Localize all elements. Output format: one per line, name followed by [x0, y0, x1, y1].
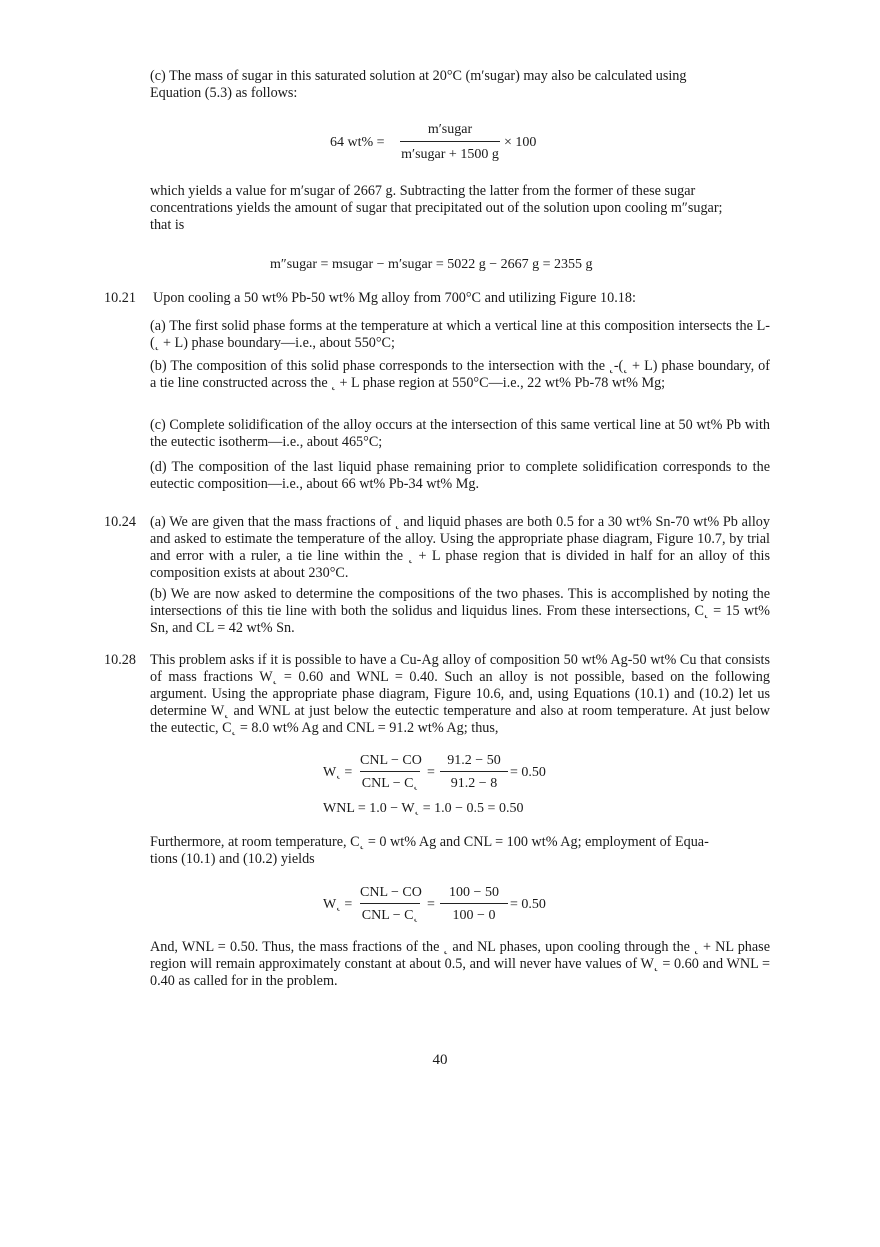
part-c-result-line3: that is	[150, 217, 185, 233]
fraction-bar	[400, 141, 500, 142]
eq3-den2: 100 − 0	[452, 908, 496, 923]
eq3-lhs: W˛ =	[323, 897, 353, 912]
eq3-equals: =	[427, 897, 435, 912]
eq1-bar2	[440, 771, 508, 772]
problem-10-21-part-d: (d) The composition of the last liquid phase remaining prior to complete solidification corresponds to the eutectic composition—i.e., about 66 wt% Pb-34 wt% Mg.	[150, 459, 770, 492]
problem-10-24-part-b: (b) We are now asked to determine the compositions of the two phases. This is accomplished by noting the intersections of this tie line with both the solidus and liquidus lines. From these intersections, C˛ = 15 wt% Sn, and CL = 42 wt% Sn.	[150, 586, 770, 636]
problem-10-24-part-a: (a) We are given that the mass fractions of ˛ and liquid phases are both 0.5 for a 30 wt% Sn-70 wt% Pb alloy and asked to estimate the temperature of the alloy. Using the appropriate phase diagram, Figure 10.7, by trial and error with a ruler, a tie line within the ˛ + L phase region that is divided in half for an alloy of this composition exists at about 230°C.	[150, 514, 770, 581]
part-c-result	[150, 183, 770, 234]
equation-w-nl: WNL = 1.0 − W˛ = 1.0 − 0.5 = 0.50	[323, 801, 524, 816]
problem-10-21-part-b: (b) The composition of this solid phase corresponds to the intersection with the ˛-(˛ + L) phase boundary, of a tie line constructed across the ˛ + L phase region at 550°C—i.e., 22 wt% Pb-78 wt% Mg;	[150, 358, 770, 391]
problem-10-21-part-c: (c) Complete solidification of the alloy occurs at the intersection of this same vertical line at 50 wt% Pb with the eutectic isotherm—i.e., about 465°C;	[150, 417, 770, 450]
problem-number-10-21: 10.21	[104, 290, 136, 306]
page-number: 40	[432, 1052, 448, 1068]
eq1-equals: =	[427, 765, 435, 780]
eq3-num1: CNL − CO	[360, 885, 422, 900]
eq1-result: = 0.50	[510, 765, 546, 780]
part-c-intro-line2: Equation (5.3) as follows:	[150, 85, 298, 101]
problem-number-10-24: 10.24	[104, 514, 136, 530]
problem-number-10-28: 10.28	[104, 652, 136, 668]
part-c-result-line2: concentrations yields the amount of sugar that precipitated out of the solution upon cooling m″sugar;	[150, 200, 723, 216]
equation-times-100: × 100	[504, 135, 537, 150]
part-c-intro-line1: (c) The mass of sugar in this saturated solution at 20°C (m′sugar) may also be calculated using	[150, 68, 687, 84]
problem-10-21-intro: Upon cooling a 50 wt% Pb-50 wt% Mg alloy from 700°C and utilizing Figure 10.18:	[153, 290, 636, 306]
eq3-result: = 0.50	[510, 897, 546, 912]
eq3-bar1	[360, 903, 420, 904]
middle-line1: Furthermore, at room temperature, C˛ = 0 wt% Ag and CNL = 100 wt% Ag; employment of Equa-	[150, 834, 709, 850]
eq1-num1: CNL − CO	[360, 753, 422, 768]
eq3-num2: 100 − 50	[449, 885, 499, 900]
eq1-num2: 91.2 − 50	[447, 753, 501, 768]
equation-sugar-difference: m″sugar = msugar − m′sugar = 5022 g − 2667 g = 2355 g	[270, 257, 593, 272]
equation-lhs: 64 wt% =	[330, 135, 385, 150]
part-c-result-line1: which yields a value for m′sugar of 2667 g. Subtracting the latter from the former of these sugar	[150, 183, 696, 199]
problem-10-28-middle	[150, 834, 770, 868]
eq3-bar2	[440, 903, 508, 904]
eq1-lhs: W˛ =	[323, 765, 353, 780]
problem-10-28-intro: This problem asks if it is possible to have a Cu-Ag alloy of composition 50 wt% Ag-50 wt% Cu that consists of mass fractions W˛ = 0.60 and WNL = 0.40. Such an alloy is not possible, based on the following argument. Using the appropriate phase diagram, Figure 10.6, and, using Equations (10.1) and (10.2) let us determine W˛ and WNL at just below the eutectic temperature and also at room temperature. At just below the eutectic, C˛ = 8.0 wt% Ag and CNL = 91.2 wt% Ag; thus,	[150, 652, 770, 736]
part-c-intro	[150, 68, 770, 102]
equation-denominator: m′sugar + 1500 g	[401, 147, 499, 162]
eq1-den1: CNL − C˛	[361, 776, 419, 791]
equation-numerator: m′sugar	[427, 122, 473, 137]
eq3-den1: CNL − C˛	[361, 908, 419, 923]
middle-line2: tions (10.1) and (10.2) yields	[150, 851, 315, 867]
eq1-den2: 91.2 − 8	[450, 776, 498, 791]
problem-10-28-conclusion: And, WNL = 0.50. Thus, the mass fractions of the ˛ and NL phases, upon cooling through the ˛ + NL phase region will remain approximately constant at about 0.5, and will never have values of W˛ = 0.60 and WNL = 0.40 as called for in the problem.	[150, 939, 770, 989]
problem-10-21-part-a: (a) The first solid phase forms at the temperature at which a vertical line at this composition intersects the L-(˛ + L) phase boundary—i.e., about 550°C;	[150, 318, 770, 351]
eq1-bar1	[360, 771, 420, 772]
